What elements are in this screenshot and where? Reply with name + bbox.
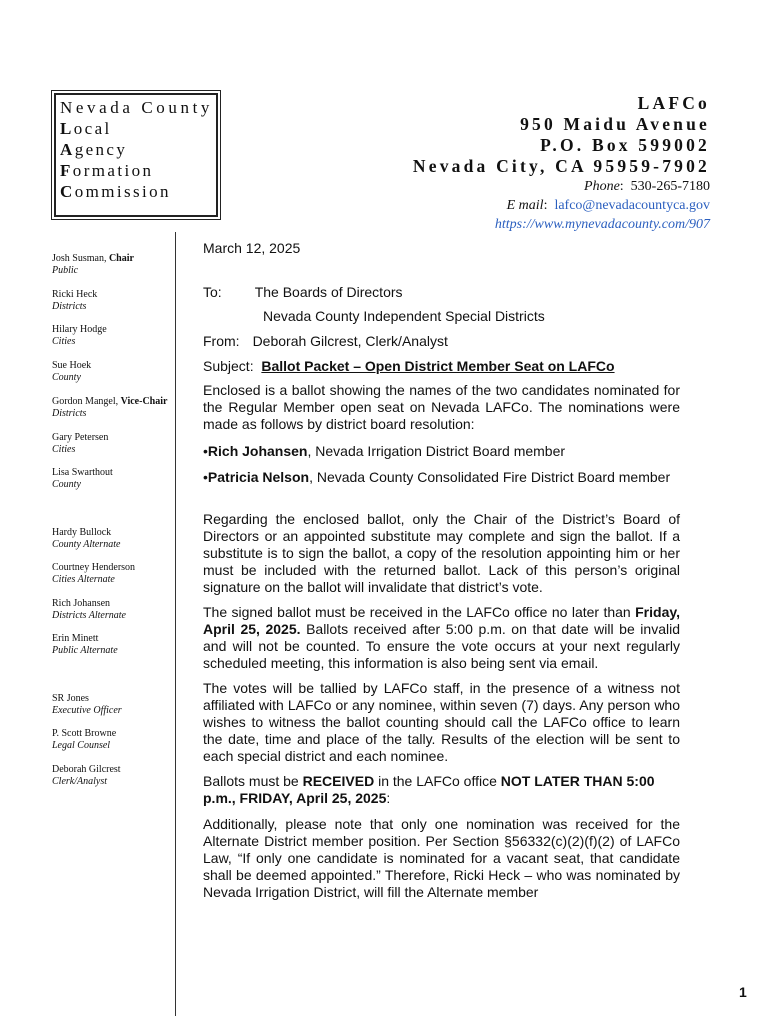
org-website (413, 215, 710, 234)
ballot-paragraph: Regarding the enclosed ballot, only the Chair of the District’s Board of Directors or an appointed substitute may complete and sign the ballot. If a substitute is to sign the ballot, a copy of the resolution appointing him or her must be included with the returned ballot. Lack of this person’s original signature on the ballot will invalidate that district’s vote. (203, 511, 680, 595)
org-street: 950 Maidu Avenue (520, 114, 710, 134)
deadline-paragraph: The signed ballot must be received in the LAFCo office no later than Friday, April 25, 2025. Ballots received after 5:00 p.m. on that date will be invalid and will not be counted. To ensure the vote occurs at your next regularly scheduled meeting, this information is also being sent via email. (203, 604, 680, 671)
org-name: LAFCo (637, 93, 710, 113)
member-entry: Sue Hoek County (52, 360, 92, 383)
logo-box (54, 93, 218, 217)
logo-line-local: Local (60, 119, 112, 138)
subject-line: Subject: Ballot Packet – Open District Member Seat on LAFCo (203, 358, 615, 374)
staff-entry: SR Jones Executive Officer (52, 693, 122, 716)
nominee-item: •Patricia Nelson, Nevada County Consolidated Fire District Board member (203, 469, 671, 485)
intro-paragraph: Enclosed is a ballot showing the names of the two candidates nominated for the Regular Member open seat on Nevada LAFCo. The nominations were made as follows by district board resolution: (203, 382, 680, 432)
logo-line-nevada-county: Nevada County (60, 98, 214, 117)
page-number: 1 (739, 984, 747, 1000)
org-city: Nevada City, CA 95959-7902 (412, 156, 710, 176)
staff-entry: P. Scott Browne Legal Counsel (52, 728, 117, 751)
org-email: E mail: lafco@nevadacountyca.gov (506, 198, 710, 213)
org-letterhead (413, 93, 710, 234)
logo-line-agency: Agency (60, 140, 128, 159)
from-line: From: Deborah Gilcrest, Clerk/Analyst (203, 333, 448, 349)
member-entry: Gary Petersen Cities (52, 432, 109, 455)
to-line: To: The Boards of Directors (203, 284, 403, 300)
alternate-entry: Hardy Bullock County Alternate (52, 527, 121, 550)
alternate-entry: Courtney Henderson Cities Alternate (52, 562, 136, 585)
sidebar-divider (175, 232, 176, 1016)
member-entry: Ricki Heck Districts (52, 289, 98, 312)
alternate-paragraph: Additionally, please note that only one nomination was received for the Alternate District member position. Per Section §56332(c)(2)(f)(2) of LAFCo Law, “If only one candidate is nominated for a vacant seat, that candidate shall be deemed appointed.” Therefore, Ricki Heck – who was nominated by Nevada Irrigation District, will fill the Alternate member (203, 816, 680, 900)
tally-paragraph: The votes will be tallied by LAFCo staff, in the presence of a witness not affiliated with LAFCo or any nominee, within seven (7) days. Any person who wishes to witness the ballot counting should call the LAFCo office to learn the date, time and place of the tally. Results of the election will be sent to each special district and each nominee. (203, 680, 680, 764)
alternate-entry: Rich Johansen Districts Alternate (52, 598, 126, 621)
to-line-2: Nevada County Independent Special Districts (263, 308, 545, 324)
email-link[interactable]: lafco@nevadacountyca.gov (554, 198, 710, 213)
alternate-entry: Erin Minett Public Alternate (52, 633, 118, 656)
member-entry: Gordon Mangel, Vice-Chair Districts (52, 396, 168, 419)
nominee-item: •Rich Johansen, Nevada Irrigation District Board member (203, 443, 566, 459)
org-pobox: P.O. Box 599002 (540, 135, 710, 155)
staff-entry: Deborah Gilcrest Clerk/Analyst (52, 764, 121, 787)
logo-line-formation: Formation (60, 161, 154, 180)
received-paragraph: Ballots must be RECEIVED in the LAFCo office NOT LATER THAN 5:00 p.m., FRIDAY, April 25, 2025: (203, 773, 655, 806)
org-phone: Phone: 530-265-7180 (584, 179, 710, 194)
website-link[interactable]: https://www.mynevadacounty.com/907 (494, 217, 710, 232)
member-entry: Josh Susman, Chair Public (52, 253, 134, 276)
logo-line-commission: Commission (60, 182, 171, 201)
subject-text: Ballot Packet – Open District Member Seat on LAFCo (261, 358, 615, 374)
letter-date: March 12, 2025 (203, 240, 301, 256)
member-entry: Lisa Swarthout County (52, 467, 113, 490)
member-entry: Hilary Hodge Cities (52, 324, 107, 347)
